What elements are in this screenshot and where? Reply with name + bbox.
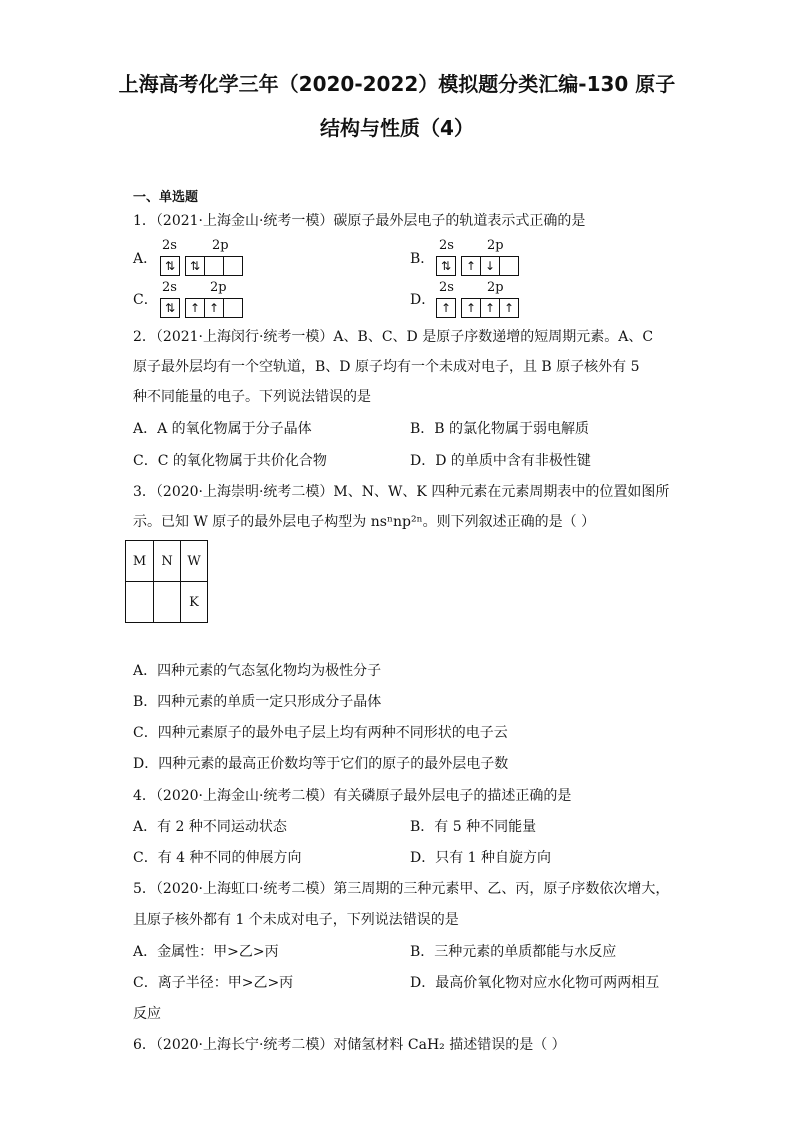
q1-c-2p-label: 2p xyxy=(210,280,227,295)
table-cell: W xyxy=(181,541,208,582)
q4-option-a[interactable]: A．有 2 种不同运动状态 xyxy=(133,819,287,835)
orbital-box: ↑ xyxy=(436,298,456,318)
table-cell xyxy=(126,582,154,623)
orbital-box: ⇅ xyxy=(185,256,205,276)
q1-a-2p-label: 2p xyxy=(212,238,229,253)
orbital-box: ↑ xyxy=(499,298,519,318)
q1-option-b-letter: B． xyxy=(410,251,435,267)
q2-option-b[interactable]: B．B 的氯化物属于弱电解质 xyxy=(410,421,590,437)
q4-option-c[interactable]: C．有 4 种不同的伸展方向 xyxy=(133,850,302,866)
q1-option-a-letter: A． xyxy=(133,251,158,267)
q5-option-d[interactable]: D．最高价氧化物对应水化物可两两相互 xyxy=(410,975,660,991)
q3-option-d[interactable]: D．四种元素的最高正价数均等于它们的原子的最外层电子数 xyxy=(133,756,509,772)
orbital-box: ↑ xyxy=(185,298,205,318)
orbital-box: ↓ xyxy=(480,256,500,276)
q1-b-2p-label: 2p xyxy=(487,238,504,253)
section-heading: 一、单选题 xyxy=(133,190,199,205)
orbital-box: ⇅ xyxy=(160,256,180,276)
q3-option-a[interactable]: A．四种元素的气态氢化物均为极性分子 xyxy=(133,663,382,679)
q3-option-b[interactable]: B．四种元素的单质一定只形成分子晶体 xyxy=(133,694,382,710)
table-cell: M xyxy=(126,541,154,582)
q6-stem: 6．（2020·上海长宁·统考二模）对储氢材料 CaH₂ 描述错误的是（ ） xyxy=(133,1037,566,1053)
q1-option-d-letter: D． xyxy=(410,292,436,308)
q4-stem: 4．（2020·上海金山·统考二模）有关磷原子最外层电子的描述正确的是 xyxy=(133,788,572,804)
q5-option-d-continuation: 反应 xyxy=(133,1006,161,1022)
q1-d-2s-label: 2s xyxy=(439,280,454,295)
q1-option-d-diagram[interactable] xyxy=(436,298,518,318)
q4-option-b[interactable]: B．有 5 种不同能量 xyxy=(410,819,537,835)
q5-option-b[interactable]: B．三种元素的单质都能与水反应 xyxy=(410,944,617,960)
q1-option-a-diagram[interactable] xyxy=(160,256,242,276)
orbital-box xyxy=(204,256,224,276)
orbital-box xyxy=(223,298,243,318)
table-cell xyxy=(154,582,181,623)
q1-d-2p-label: 2p xyxy=(487,280,504,295)
q3-option-c[interactable]: C．四种元素原子的最外电子层上均有两种不同形状的电子云 xyxy=(133,725,508,741)
orbital-box: ↑ xyxy=(461,298,481,318)
q2-stem-line2: 原子最外层均有一个空轨道，B、D 原子均有一个未成对电子，且 B 原子核外有 5 xyxy=(133,359,640,375)
q1-option-c-diagram[interactable] xyxy=(160,298,242,318)
q1-b-2s-label: 2s xyxy=(439,238,454,253)
q1-option-c-letter: C． xyxy=(133,292,158,308)
q3-stem-line2: 示。已知 W 原子的最外层电子构型为 nsⁿnp²ⁿ。则下列叙述正确的是（ ） xyxy=(133,514,596,530)
q2-stem-line3: 种不同能量的电子。下列说法错误的是 xyxy=(133,389,371,405)
orbital-box: ⇅ xyxy=(160,298,180,318)
orbital-box: ↑ xyxy=(461,256,481,276)
q2-option-c[interactable]: C．C 的氧化物属于共价化合物 xyxy=(133,453,327,469)
q2-option-d[interactable]: D．D 的单质中含有非极性键 xyxy=(410,453,591,469)
q2-option-a[interactable]: A．A 的氧化物属于分子晶体 xyxy=(133,421,312,437)
q1-c-2s-label: 2s xyxy=(162,280,177,295)
orbital-box: ⇅ xyxy=(436,256,456,276)
q1-option-b-diagram[interactable] xyxy=(436,256,518,276)
q1-stem: 1．（2021·上海金山·统考一模）碳原子最外层电子的轨道表示式正确的是 xyxy=(133,213,586,229)
orbital-box: ↑ xyxy=(204,298,224,318)
q4-option-d[interactable]: D．只有 1 种自旋方向 xyxy=(410,850,552,866)
periodic-table-fragment xyxy=(125,540,208,623)
q5-stem-line2: 且原子核外都有 1 个未成对电子，下列说法错误的是 xyxy=(133,912,459,928)
orbital-box xyxy=(499,256,519,276)
q2-stem-line1: 2．（2021·上海闵行·统考一模）A、B、C、D 是原子序数递增的短周期元素。A、C xyxy=(133,329,654,345)
document-title-line2: 结构与性质（4） xyxy=(320,116,474,140)
table-cell: N xyxy=(154,541,181,582)
q5-stem-line1: 5．（2020·上海虹口·统考二模）第三周期的三种元素甲、乙、丙，原子序数依次增大， xyxy=(133,881,670,897)
q1-a-2s-label: 2s xyxy=(162,238,177,253)
q5-option-a[interactable]: A．金属性：甲>乙>丙 xyxy=(133,944,279,960)
q3-stem-line1: 3．（2020·上海崇明·统考二模）M、N、W、K 四种元素在元素周期表中的位置如图所 xyxy=(133,484,670,500)
document-title-line1: 上海高考化学三年（2020-2022）模拟题分类汇编-130 原子 xyxy=(118,72,676,96)
table-cell: K xyxy=(181,582,208,623)
orbital-box: ↑ xyxy=(480,298,500,318)
q5-option-c[interactable]: C．离子半径：甲>乙>丙 xyxy=(133,975,294,991)
orbital-box xyxy=(223,256,243,276)
